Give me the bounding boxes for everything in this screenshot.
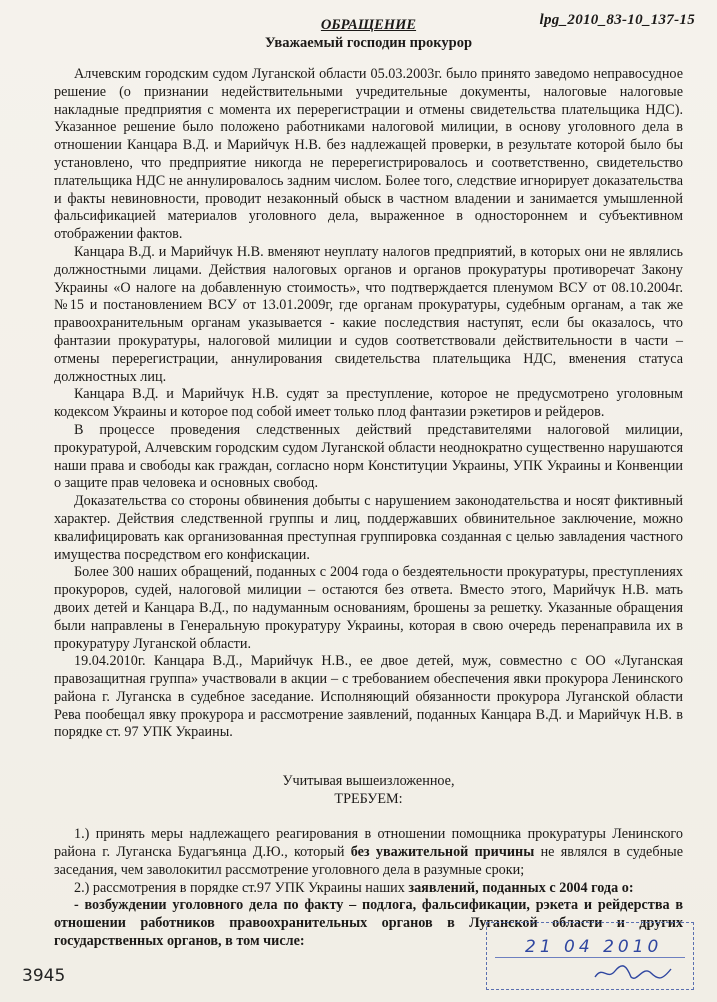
body-text: [54, 66, 683, 742]
demand-item-2: [54, 880, 683, 898]
registration-stamp: [486, 922, 694, 990]
paragraph-3: Канцара В.Д. и Марийчук Н.В. судят за преступление, которое не предусмотрено уголовным кодексом Украины и которое под собой имеет только плод фантазии рэкетиров и рейдеров.: [54, 386, 683, 421]
signature-icon: [593, 963, 673, 983]
demand-3-text: - возбуждении уголовного дела по факту – подлога, фальсификации, рэкета и рейдерства в отношении работников правоохранительных органов в Луганской области и других государственных органов, в том числе:: [54, 897, 683, 950]
demand-2-emphasis: заявлений, поданных с 2004 года о:: [408, 879, 634, 896]
demand-1-text-end: не являлся в судебные заседания, чем заволокитил рассмотрение уголовного дела в разумные сроки;: [54, 844, 683, 878]
considering-text: Учитывая вышеизложенное,: [282, 773, 455, 790]
document-title: ОБРАЩЕНИЕ: [320, 17, 417, 33]
demand-2-text: 2.) рассмотрения в порядке ст.97 УПК Украины наших: [74, 879, 409, 896]
demand-heading: ТРЕБУЕМ:: [334, 791, 403, 808]
paragraph-2: Канцара В.Д. и Марийчук Н.В. вменяют неуплату налогов предприятий, в которых они не являлись должностными лицами. Действия налоговых органов и органов прокуратуры противоречат Закону Украины «О налоге на добавленную стоимость», что подтверждается пленумом ВСУ от 08.10.2004г. №15 и постановлением ВСУ от 13.01.2009г, где органам прокуратуры, судебным органам, а так же правоохранительным органам указывается - какие последствия наступят, если бы оказалось, что фантазии прокуратуры, налоговой милиции и судов соответствовали действительности в части – отмены перерегистрации, аннулирования свидетельства плательщика НДС, вменения статуса должностных лиц.: [54, 243, 683, 385]
stamp-divider: [495, 957, 685, 958]
paragraph-5: Доказательства со стороны обвинения добыты с нарушением законодательства и носят фиктивный характер. Действия следственной группы и лиц, поддержавших обвинительное заключение, можно квалифицировать как организованная преступная группировка созданная с целью завладения частного имущества посредством его конфискации.: [54, 493, 683, 563]
paragraph-7: 19.04.2010г. Канцара В.Д., Марийчук Н.В., ее двое детей, муж, совместно с ОО «Луганская правозащитная группа» участвовали в акции – с требованием обеспечения явки прокурора Ленинского района г. Луганска в судебное заседание. Исполняющий обязанности прокурора Луганской области Рева пообещал явку прокурора и рассмотрение заявлений, поданных Канцара В.Д. и Марийчук Н.В. в порядке ст. 97 УПК Украины.: [54, 653, 683, 741]
stamp-date: 21 04 2010: [525, 937, 663, 957]
demand-intro: [54, 772, 683, 808]
paragraph-6: Более 300 наших обращений, поданных с 2004 года о бездеятельности прокуратуры, преступлениях прокуроров, судей, налоговой милиции – остаются без ответа. Вместо этого, Марийчук Н.В. мать двоих детей и Канцара В.Д., по надуманным основаниям, брошены за решетку. Указанные обращения были направлены в Генеральную прокуратуру Украины, которая в свою очередь перенаправила их в прокуратуру Луганской области.: [54, 564, 683, 652]
paragraph-1: Алчевским городским судом Луганской области 05.03.2003г. было принято заведомо неправосудное решение (о признании недействительными учредительные документы, налоговые налоговые накладные предприятия с момента их перерегистрации и отмены свидетельства плательщика НДС). Указанное решение было положено работниками налоговой милиции, в основу уголовного дела в отношении Канцара В.Д. и Марийчук Н.В. без надлежащей проверки, в результате которой было бы установлено, что предприятие никогда не перерегистрировалось и соответственно, свидетельство плательщика НДС не аннулировалось задним числом. Более того, следствие игнорирует доказательства и факты невиновности, проводит незаконный обыск в частном владении и занимается умышленной фальсификацией материалов уголовного дела, выраженное в одностороннем и субъективном отображении фактов.: [54, 66, 683, 243]
paragraph-4: В процессе проведения следственных действий представителями налоговой милиции, прокуратурой, Алчевским городским судом Луганской области неоднократно существенно нарушаются наши права и свободы как граждан, согласно норм Конституции Украины, УПК Украины и Конвенции о защите прав человека и основных свобод.: [54, 421, 683, 492]
handwritten-number: 3945: [22, 966, 66, 986]
demand-1-text: 1.) принять меры надлежащего реагирования в отношении помощника прокуратуры Ленинского района г. Луганска Будагъянца Д.Ю., который: [54, 826, 683, 861]
salutation: Уважаемый господин прокурор: [264, 35, 473, 51]
demand-item-1: [54, 826, 683, 879]
document-id: lpg_2010_83-10_137-15: [539, 12, 695, 28]
demand-1-emphasis: без уважительной причины: [350, 844, 535, 861]
